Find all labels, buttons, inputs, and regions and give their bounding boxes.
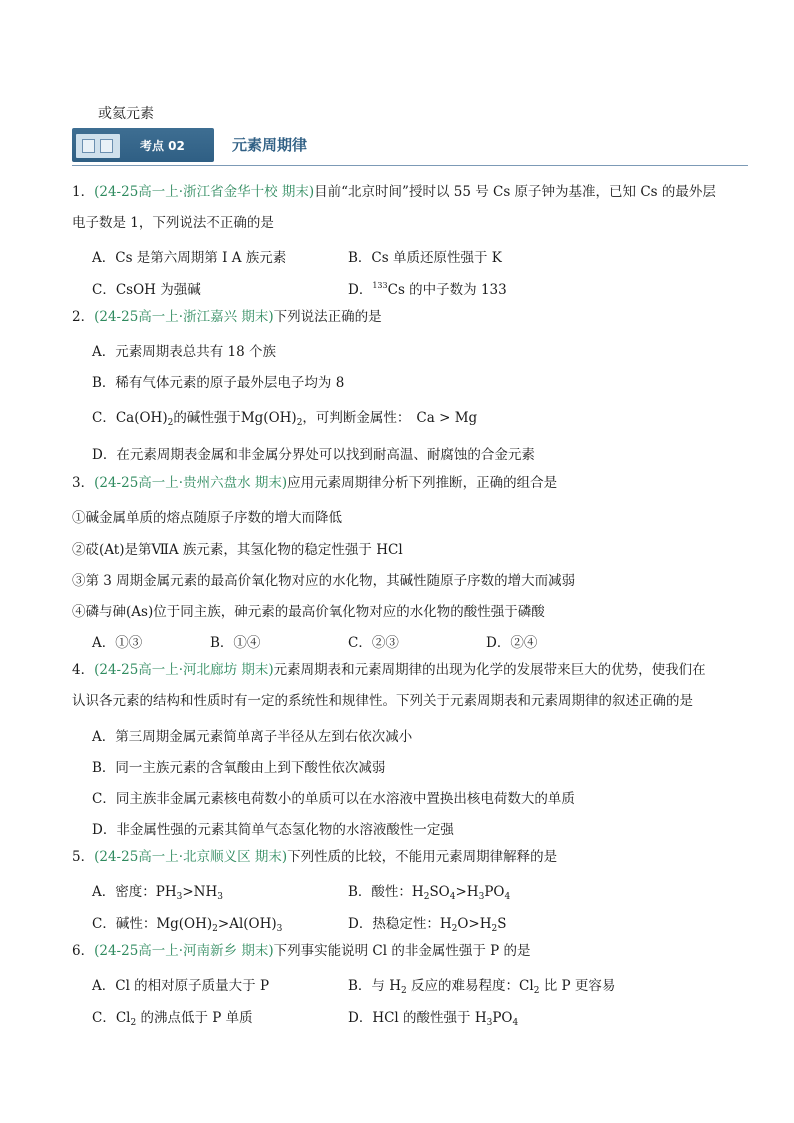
option-c (92, 912, 282, 934)
option-d (348, 912, 506, 934)
question-1 (72, 177, 732, 208)
option-b-text: PO (484, 884, 505, 900)
option-d (348, 1006, 518, 1028)
subscript: 3 (176, 892, 183, 902)
question-stem: 下列性质的比较，不能用元素周期律解释的是 (287, 849, 558, 865)
option-c-text: C．碱性：Mg(OH) (92, 916, 213, 932)
subscript: 2 (401, 986, 407, 996)
question-6 (72, 936, 732, 967)
question-number: 6． (72, 943, 95, 959)
lead-text-fragment: 或氦元素 (98, 106, 154, 122)
question-1-stem-cont: 电子数是 1，下列说法不正确的是 (72, 215, 274, 231)
question-stem: 下列说法正确的是 (273, 309, 382, 325)
question-5 (72, 842, 732, 873)
option-d-text: Cs 的中子数为 133 (387, 282, 507, 298)
question-source: (24-25高一上·河南新乡 期末) (94, 943, 274, 959)
option-a-text: A．密度：PH (92, 884, 177, 900)
subscript: 4 (512, 1018, 519, 1028)
subscript: 2 (130, 1018, 137, 1028)
question-stem: 目前“北京时间”授时以 55 号 Cs 原子钟为基准，已知 Cs 的最外层 (314, 184, 716, 200)
option-a: A．①③ (92, 635, 143, 651)
option-d: D．②④ (486, 635, 538, 651)
comparison: Ca > Mg (416, 410, 478, 426)
option-a: A．Cs 是第六周期第 I A 族元素 (92, 250, 287, 266)
option-c-text: ，可判断金属性： (302, 410, 411, 426)
option-b (348, 974, 615, 996)
statement-1: ①碱金属单质的熔点随原子序数的增大而降低 (72, 510, 342, 526)
question-source: (24-25高一上·浙江嘉兴 期末) (94, 309, 274, 325)
option-b-text: >H (455, 884, 479, 900)
page-left-icon (82, 139, 95, 153)
question-number: 1． (72, 184, 95, 200)
question-number: 3． (72, 475, 95, 491)
statement-2: ②砹(At)是第ⅦA 族元素，其氢化物的稳定性强于 HCl (72, 542, 403, 558)
option-d (348, 278, 507, 298)
option-b-text: SO (429, 884, 450, 900)
option-d-text: O>H (457, 916, 492, 932)
option-c: C．同主族非金属元素核电荷数小的单质可以在水溶液中置换出核电荷数大的单质 (92, 791, 575, 807)
option-b-text: B．与 H (348, 978, 401, 994)
option-d-text: D．热稳定性：H (348, 916, 452, 932)
subscript: 2 (423, 892, 430, 902)
subscript: 2 (167, 418, 174, 428)
section-divider (72, 165, 748, 166)
question-number: 5． (72, 849, 95, 865)
question-stem: 下列事实能说明 Cl 的非金属性强于 P 的是 (273, 943, 531, 959)
subscript: 2 (451, 924, 458, 934)
option-c-text: C．Cl (92, 1010, 131, 1026)
formula-caoh2: Ca(OH) (115, 410, 168, 426)
question-number: 2． (72, 309, 95, 325)
question-2 (72, 302, 732, 333)
option-d-text: S (497, 916, 507, 932)
option-d-text: D．HCl 的酸性强于 H (348, 1010, 487, 1026)
subscript: 3 (486, 1018, 493, 1028)
option-d: D．非金属性强的元素其简单气态氢化物的水溶液酸性一定强 (92, 822, 454, 838)
option-b: B．同一主族元素的含氧酸由上到下酸性依次减弱 (92, 760, 386, 776)
statement-3: ③第 3 周期金属元素的最高价氧化物对应的水化物，其碱性随原子序数的增大而减弱 (72, 573, 576, 589)
question-source: (24-25高一上·河北廊坊 期末) (94, 662, 274, 678)
question-3 (72, 468, 732, 499)
option-c-text: 的碱性强于 (173, 410, 241, 426)
option-a: A．第三周期金属元素简单离子半径从左到右依次减小 (92, 729, 413, 745)
subscript: 3 (276, 924, 283, 934)
mass-number: 133 (372, 281, 388, 290)
option-b-text: 比 P 更容易 (539, 978, 616, 994)
question-4-stem-cont: 认识各元素的结构和性质时有一定的系统性和规律性。下列关于元素周期表和元素周期律的叙述正确的是 (72, 693, 693, 709)
page-right-icon (100, 139, 113, 153)
subscript: 2 (491, 924, 498, 934)
question-source: (24-25高一上·浙江省金华十校 期末) (94, 184, 315, 200)
subscript: 4 (449, 892, 456, 902)
subscript: 3 (217, 892, 223, 902)
option-a: A．Cl 的相对原子质量大于 P (92, 978, 270, 994)
option-c-label: C． (92, 410, 116, 426)
question-4 (72, 655, 732, 686)
option-a (92, 880, 223, 902)
question-source: (24-25高一上·北京顺义区 期末) (94, 849, 288, 865)
option-d-text: PO (492, 1010, 513, 1026)
section-title: 元素周期律 (232, 136, 308, 154)
question-source: (24-25高一上·贵州六盘水 期末) (94, 475, 288, 491)
option-c (92, 1006, 253, 1028)
formula-mgoh2: Mg(OH) (240, 410, 297, 426)
subscript: 2 (296, 418, 303, 428)
option-a: A．元素周期表总共有 18 个族 (92, 344, 277, 360)
section-tab (72, 128, 214, 162)
book-icon (76, 134, 120, 158)
option-b (348, 880, 510, 902)
option-b: B．Cs 单质还原性强于 K (348, 250, 502, 266)
option-c (92, 406, 477, 428)
option-c-text: 的沸点低于 P 单质 (136, 1010, 253, 1026)
statement-4: ④磷与砷(As)位于同主族，砷元素的最高价氧化物对应的水化物的酸性强于磷酸 (72, 604, 545, 620)
question-stem: 应用元素周期律分析下列推断，正确的组合是 (287, 475, 558, 491)
option-b-text: 反应的难易程度：Cl (406, 978, 534, 994)
option-b-text: B．酸性：H (348, 884, 424, 900)
subscript: 2 (212, 924, 218, 934)
question-stem: 元素周期表和元素周期律的出现为化学的发展带来巨大的优势，使我们在 (273, 662, 706, 678)
subscript: 3 (478, 892, 485, 902)
option-d: D．在元素周期表金属和非金属分界处可以找到耐高温、耐腐蚀的合金元素 (92, 447, 535, 463)
question-number: 4． (72, 662, 95, 678)
option-d-label: D． (348, 282, 373, 298)
section-banner (72, 128, 748, 168)
option-a-text: >NH (182, 884, 218, 900)
option-c-text: >Al(OH) (217, 916, 277, 932)
option-b: B．①④ (210, 635, 261, 651)
subscript: 4 (504, 892, 511, 902)
option-c: C．②③ (348, 635, 399, 651)
subscript: 2 (533, 986, 540, 996)
section-code: 考点 02 (140, 139, 185, 153)
option-b: B．稀有气体元素的原子最外层电子均为 8 (92, 375, 345, 391)
option-c: C．CsOH 为强碱 (92, 282, 201, 298)
